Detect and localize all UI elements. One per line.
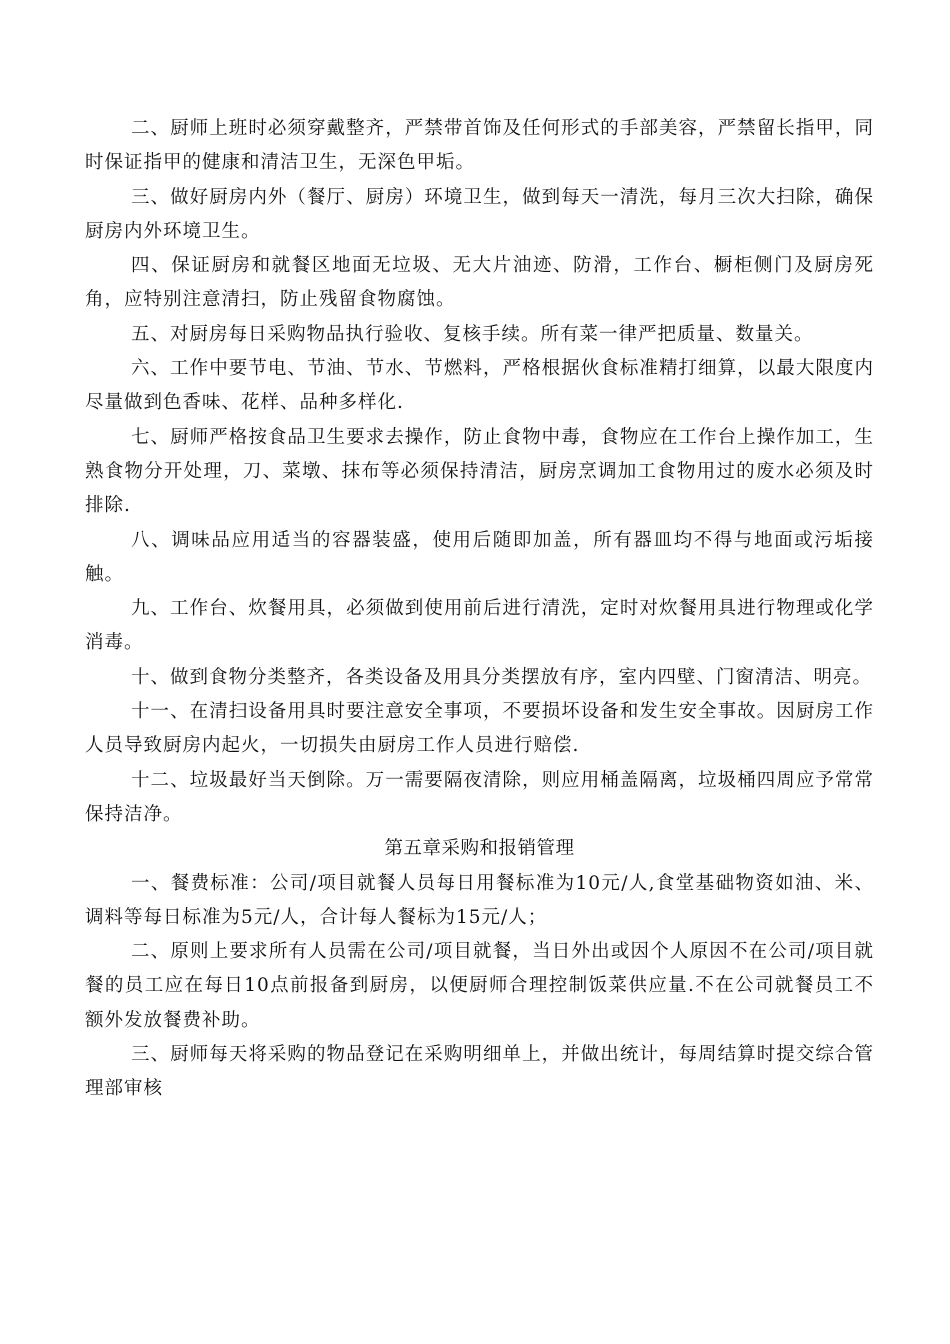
- paragraph-9: 九、工作台、炊餐用具，必须做到使用前后进行清洗，定时对炊餐用具进行物理或化学消毒。: [85, 598, 874, 654]
- paragraph-12: 十二、垃圾最好当天倒除。万一需要隔夜清除，则应用桶盖隔离，垃圾桶四周应予常常保持洁净。: [85, 769, 874, 825]
- chapter-heading: 第五章采购和报销管理: [384, 838, 575, 860]
- paragraph-3: 三、做好厨房内外（餐厅、厨房）环境卫生，做到每天一清洗，每月三次大扫除，确保厨房内外环境卫生。: [85, 186, 874, 242]
- chapter5-paragraph-2: 二、原则上要求所有人员需在公司/项目就餐，当日外出或因个人原因不在公司/项目就餐的员工应在每日10点前报备到厨房，以便厨师合理控制饭菜供应量.不在公司就餐员工不额外发放餐费补助。: [85, 941, 874, 1031]
- paragraph-7: 七、厨师严格按食品卫生要求去操作，防止食物中毒，食物应在工作台上操作加工，生熟食物分开处理，刀、菜墩、抹布等必须保持清洁，厨房烹调加工食物用过的废水必须及时排除.: [85, 426, 874, 517]
- chapter5-paragraph-1: 一、餐费标准：公司/项目就餐人员每日用餐标准为10元/人,食堂基础物资如油、米、调料等每日标准为5元/人，合计每人餐标为15元/人；: [85, 872, 874, 928]
- paragraph-8: 八、调味品应用适当的容器装盛，使用后随即加盖，所有器皿均不得与地面或污垢接触。: [85, 529, 874, 585]
- paragraph-11: 十一、在清扫设备用具时要注意安全事项，不要损坏设备和发生安全事故。因厨房工作人员导致厨房内起火，一切损失由厨房工作人员进行赔偿.: [85, 701, 874, 757]
- chapter5-paragraph-3: 三、厨师每天将采购的物品登记在采购明细单上，并做出统计，每周结算时提交综合管理部审核: [85, 1044, 874, 1100]
- paragraph-6: 六、工作中要节电、节油、节水、节燃料，严格根据伙食标准精打细算，以最大限度内尽量做到色香味、花样、品种多样化.: [85, 358, 874, 414]
- paragraph-10: 十、做到食物分类整齐，各类设备及用具分类摆放有序，室内四壁、门窗清洁、明亮。: [131, 666, 873, 688]
- paragraph-2: 二、厨师上班时必须穿戴整齐，严禁带首饰及任何形式的手部美容，严禁留长指甲，同时保证指甲的健康和清洁卫生，无深色甲垢。: [85, 118, 874, 174]
- paragraph-5: 五、对厨房每日采购物品执行验收、复核手续。所有菜一律严把质量、数量关。: [131, 323, 814, 345]
- paragraph-4: 四、保证厨房和就餐区地面无垃圾、无大片油迹、防滑，工作台、橱柜侧门及厨房死角，应特别注意清扫，防止残留食物腐蚀。: [85, 255, 874, 311]
